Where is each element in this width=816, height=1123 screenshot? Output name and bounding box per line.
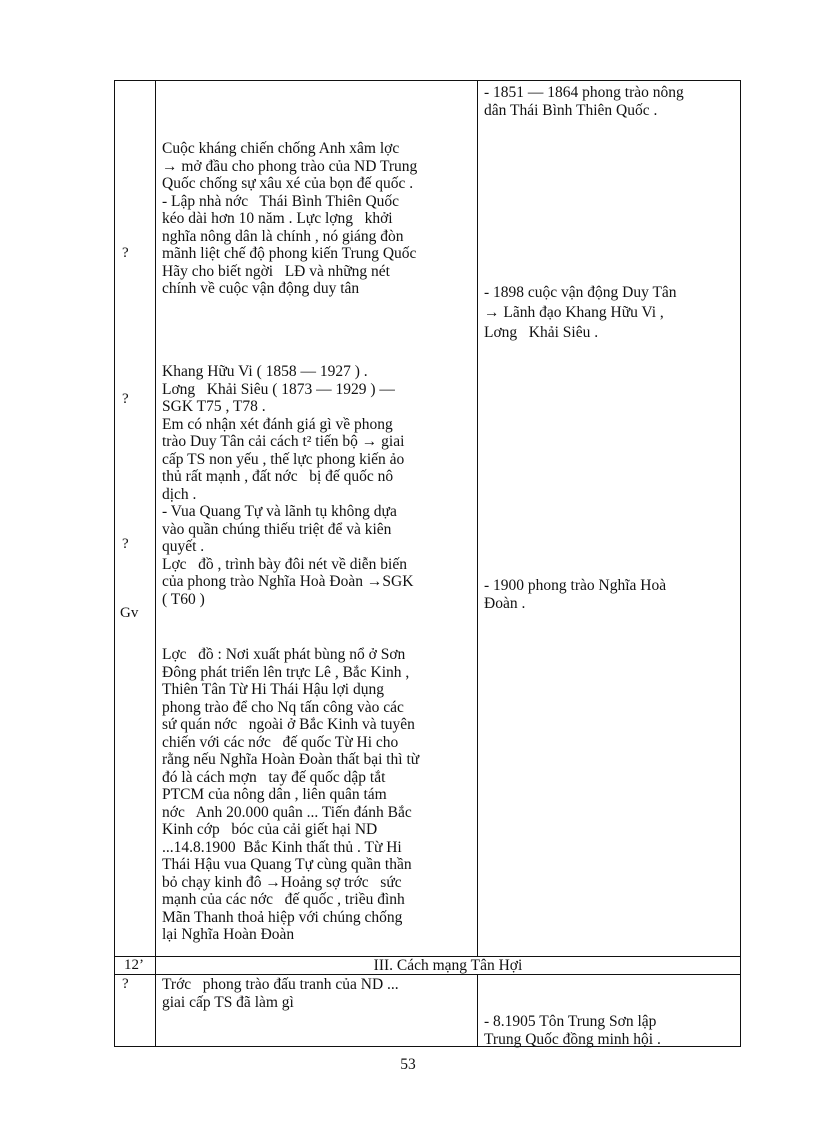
content-block: Khang Hữu Vi ( 1858 — 1927 ) . Lơng Khải Siêu ( 1873 — 1929 ) — SGK T75 , T78 . Em có nhận xét đánh giá gì về phong trào Duy Tân cải cách t² tiến bộ → giai cấp TS non yếu , thế lực phong kiến ảo thủ rất mạnh , đất nớc bị đế quốc nô dịch . - Vua Quang Tự và lãnh tụ không dựa vào quần chúng thiếu triệt để và kiên quyết . Lợc đồ , trình bày đôi nét về diễn biến của phong trào Nghĩa Hoà Đoàn →SGK ( T60 ) bbox=[162, 363, 414, 608]
table-border-top bbox=[114, 80, 741, 81]
question-marker: ? bbox=[122, 536, 129, 552]
teacher-marker: Gv bbox=[120, 605, 139, 621]
content-block: Lợc đồ : Nơi xuất phát bùng nổ ở Sơn Đông phát triển lên trực Lê , Bắc Kinh , Thiên Tân Từ Hi Thái Hậu lợi dụng phong trào để cho Nq tấn công vào các sứ quán nớc ngoài ở Bắc Kinh và tuyên chiến với các nớc đế quốc Từ Hi cho rằng nếu Nghĩa Hoàn Đoàn thất bại thì từ đó là cách mợn tay đế quốc dập tắt PTCM của nông dân , liên quân tám nớc Anh 20.000 quân ... Tiến đánh Bắc Kinh cớp bóc của cải giết hại ND ...14.8.1900 Bắc Kinh thất thủ . Từ Hi Thái Hậu vua Quang Tự cùng quần thần bỏ chạy kinh đô →Hoảng sợ trớc sức mạnh của các nớc đế quốc , triều đình Mãn Thanh thoả hiệp với chúng chống lại Nghĩa Hoàn Đoàn bbox=[162, 646, 420, 943]
table-divider-col2-lower bbox=[477, 974, 478, 1047]
page-number: 53 bbox=[400, 1056, 416, 1073]
question-marker: ? bbox=[122, 245, 129, 261]
content-block: Trớc phong trào đấu tranh của ND ... giai cấp TS đã làm gì bbox=[162, 976, 399, 1011]
event-entry: - 1900 phong trào Nghĩa Hoà Đoàn . bbox=[484, 577, 667, 612]
table-border-right bbox=[740, 80, 741, 1047]
question-marker: ? bbox=[122, 976, 129, 992]
time-marker: 12’ bbox=[124, 957, 144, 973]
table-border-left bbox=[114, 80, 115, 1047]
event-entry: - 1851 — 1864 phong trào nông dân Thái Bình Thiên Quốc . bbox=[484, 84, 684, 119]
question-marker: ? bbox=[122, 391, 129, 407]
content-block: Cuộc kháng chiến chống Anh xâm lợc → mở đầu cho phong trào của ND Trung Quốc chống sự xâu xé của bọn đế quốc . - Lập nhà nớc Thái Bình Thiên Quốc kéo dài hơn 10 năm . Lực lợng khởi nghĩa nông dân là chính , nó giáng đòn mãnh liệt chế độ phong kiến Trung Quốc Hãy cho biết ngời LĐ và những nét chính về cuộc vận động duy tân bbox=[162, 140, 418, 297]
section-heading: III. Cách mạng Tân Hợi bbox=[373, 957, 523, 974]
event-entry: - 1898 cuộc vận động Duy Tân → Lãnh đạo Khang Hữu Vi , Lơng Khải Siêu . bbox=[484, 284, 677, 341]
table-divider-col2 bbox=[477, 80, 478, 956]
event-entry: - 8.1905 Tôn Trung Sơn lập Trung Quốc đồng minh hội . bbox=[484, 1013, 661, 1048]
table-divider-col1 bbox=[155, 80, 156, 1047]
